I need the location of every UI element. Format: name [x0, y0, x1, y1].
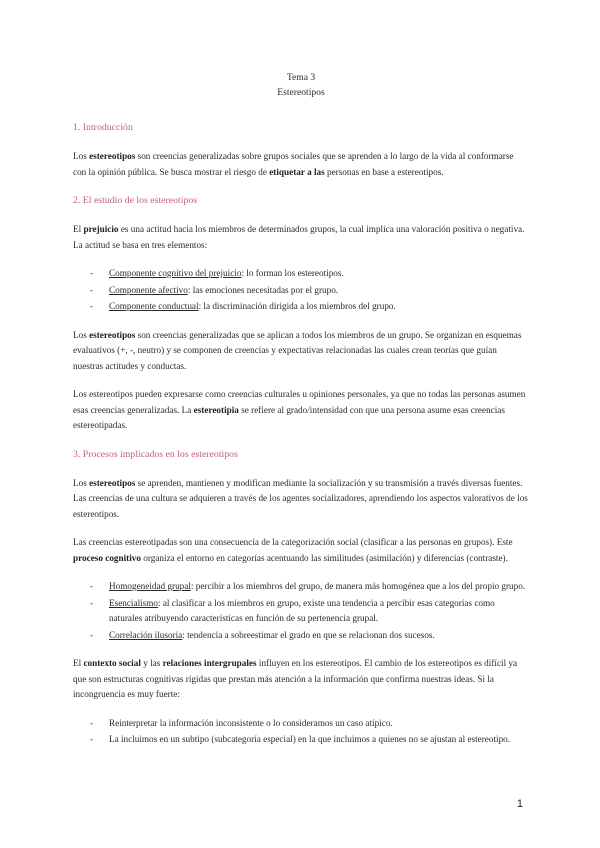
- incongruence-list: [73, 716, 529, 748]
- paragraph: Los estereotipos pueden expresarse como creencias culturales u opiniones personales, ya que no todas las personas asumen esas creencias generalizadas. La estereotipia se refiere al grado/intensidad con que una persona asume esas creencias estereotipadas.: [73, 389, 526, 430]
- component-list: [73, 266, 529, 315]
- paragraph: El prejuicio es una actitud hacia los miembros de determinados grupos, la cual implica una valoración positiva o negativa. La actitud se basa en tres elementos:: [73, 224, 525, 250]
- title-block: [73, 70, 529, 100]
- list-item: - Correlación ilusoria: tendencia a sobreestimar el grado en que se relacionan dos sucesos.: [90, 629, 435, 640]
- paragraph: Los estereotipos son creencias generalizadas que se aplican a todos los miembros de un grupo. Se organizan en esquemas evaluativos (+, -, neutro) y se componen de creencias y expectativas relacionadas las cuales crean teorías que guían nuestras actitudes y conductas.: [73, 329, 522, 371]
- topic-subtitle: Estereotipos: [277, 87, 325, 98]
- list-item: - Homogeneidad grupal: percibir a los miembros del grupo, de manera más homogénea que a los del propio grupo.: [90, 581, 526, 591]
- document-page: [73, 70, 529, 761]
- paragraph: Las creencias estereotipadas son una consecuencia de la categorización social (clasificar a las personas en grupos). Este proceso cognitivo organiza el entorno en categorías acentuando las similitudes (asimilación) y diferencias (contraste).: [73, 537, 513, 563]
- section-heading-introduccion: 1. Introducción: [73, 122, 133, 133]
- paragraph: Los estereotipos son creencias generalizadas sobre grupos sociales que se aprenden a lo largo de la vida al conformarse con la opinión pública. Se busca mostrar el riesgo de etiquetar a las personas en base a estereotipos.: [73, 151, 514, 177]
- list-item: - Componente conductual: la discriminación dirigida a los miembros del grupo.: [90, 301, 396, 311]
- list-item: - Esencialismo: al clasificar a los miembros en grupo, existe una tendencia a percibir esas categorías como naturales atribuyendo características en función de su pertenencia grupal.: [90, 597, 495, 623]
- section-heading-estudio: 2. El estudio de los estereotipos: [73, 195, 198, 206]
- topic-title: Tema 3: [286, 72, 316, 83]
- page-number: 1: [516, 798, 523, 810]
- list-item: - Componente afectivo: las emociones necesitadas por el grupo.: [90, 284, 339, 295]
- section-heading-procesos: 3. Procesos implicados en los estereotipos: [73, 448, 238, 460]
- list-item: - La incluimos en un subtipo (subcategoría especial) en la que incluimos a quienes no se ajustan al estereotipo.: [90, 734, 511, 744]
- paragraph: Los estereotipos se aprenden, mantienen y modifican mediante la socialización y su transmisión a través diversas fuentes. Las creencias de una cultura se adquieren a través de los agentes socializadores, aprendiendo los aspectos valorativos de los estereotipos.: [73, 477, 528, 519]
- process-list: [73, 579, 529, 643]
- paragraph: El contexto social y las relaciones intergrupales influyen en los estereotipos. El cambio de los estereotipos es difícil ya que son estructuras cognitivas rígidas que prestan más atención a la información que confirma nuestras ideas. Si la incongruencia es muy fuerte:: [73, 658, 518, 699]
- list-item: - Reinterpretar la información inconsistente o lo consideramos un caso atípico.: [90, 717, 393, 728]
- list-item: - Componente cognitivo del prejuicio: lo forman los estereotipos.: [90, 268, 344, 278]
